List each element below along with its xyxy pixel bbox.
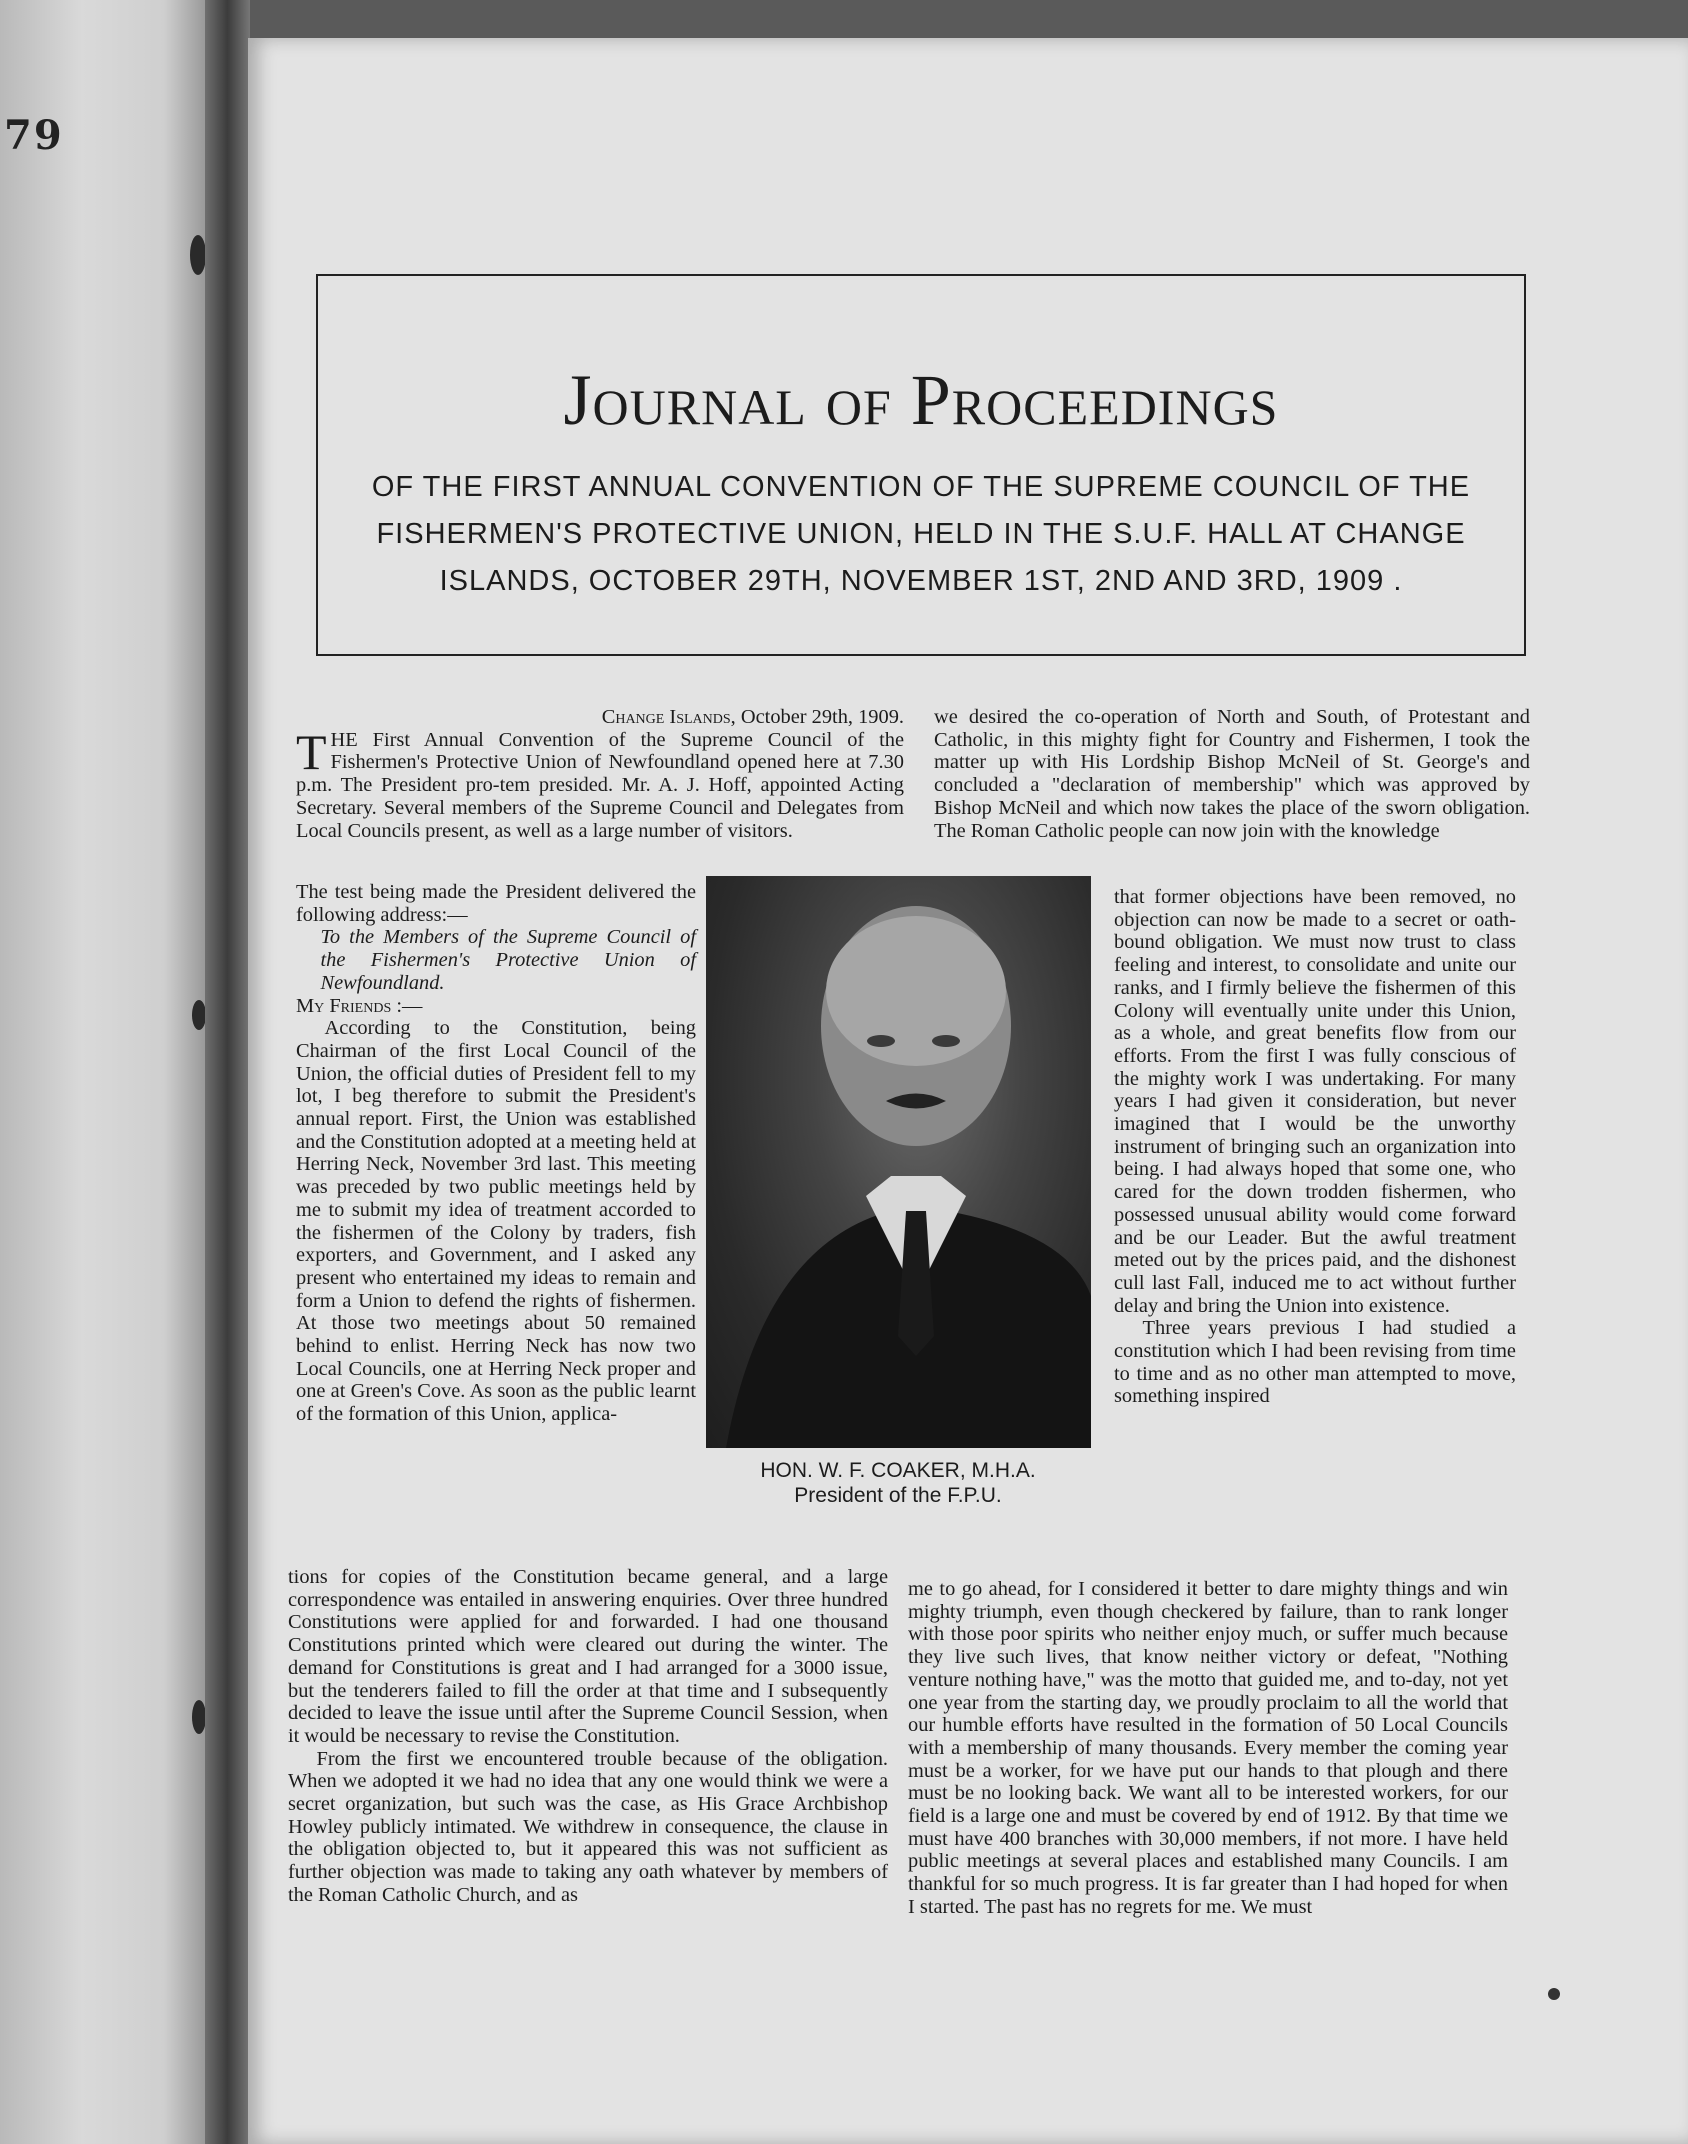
portrait-photo (706, 876, 1091, 1448)
opening-paragraph-text: HE First Annual Convention of the Supreme Council of the Fishermen's Protective Union of Newfoundland opened here at 7.30 p.m. The President pro-tem presided. Mr. A. J. Hoff, appointed Acting Secretary. Several members of the Supreme Council and Delegates from Local Councils present, as well as a large number of visitors. (296, 728, 904, 842)
caption-title: President of the F.P.U. (794, 1484, 1002, 1507)
dateline-date: October 29th, 1909. (740, 706, 904, 728)
column-left-lower (288, 1566, 888, 1907)
column-right-lower (908, 1578, 1508, 1919)
salutation: My Friends :— (296, 994, 423, 1017)
declaration-paragraph-continued: that former objections have been removed, no objection can now be made to a secret or oath-bound obligation. We must now trust to class feeling and interest, to consolidate and unite our ranks, and I firmly believe the fishermen of this Colony will eventually unite under this Union, as a whole, and great benefits flow from our efforts. From the first I was fully conscious of the mighty work I was undertaking. For many years I had given it consideration, but never imagined that I would be the unworthy instrument of bringing such an organization into being. I had always hoped that some one, who cared for the down trodden fishermen, who possessed unusual ability would come forward and be our Leader. But the awful treatment meted out by the prices paid, and the dishonest cull last Fall, induced me to act without further delay and bring the Union into existence. (1114, 886, 1516, 1317)
inspiration-paragraph: Three years previous I had studied a constitution which I had been revising from time to time and as no other man attempted to move, something inspired (1114, 1317, 1516, 1408)
page-title: Journal of Proceedings (563, 360, 1279, 440)
portrait-figure (706, 876, 1091, 1448)
column-right-narrow (1114, 886, 1516, 1408)
page-subtitle: OF THE FIRST ANNUAL CONVENTION OF THE SUPREME COUNCIL OF THE FISHERMEN'S PROTECTIVE UNION, HELD IN THE S.U.F. HALL AT CHANGE ISLANDS, OCTOBER 29TH, NOVEMBER 1ST, 2ND AND 3RD, 1909 . (371, 471, 1471, 597)
address-line: To the Members of the Supreme Council of the Fishermen's Protective Union of Newfoundland. (320, 926, 696, 994)
declaration-paragraph: we desired the co-operation of North and South, of Protestant and Catholic, in this mighty fight for Country and Fishermen, I took the matter up with His Lordship Bishop McNeil of St. George's and concluded a "declaration of membership" which was approved by Bishop McNeil and which now takes the place of the sworn obligation. The Roman Catholic people can now join with the knowledge (934, 706, 1530, 842)
journal-page (248, 38, 1688, 2144)
caption-name: HON. W. F. COAKER, M.H.A. (760, 1459, 1036, 1482)
drop-cap: T (296, 723, 327, 780)
column-left-narrow (296, 881, 696, 1426)
book-gutter (205, 0, 250, 2144)
photo-caption (678, 1458, 1118, 1508)
binding-hole-mark (190, 235, 206, 275)
obligation-paragraph: From the first we encountered trouble because of the obligation. When we adopted it we had no idea that any one would think we were a secret organization, but such was the case, as His Grace Archbishop Howley publicly intimated. We withdrew in consequence, the clause in the obligation objected to, but it appeared this was not sufficient as further objection was made to taking any oath whatever by members of the Roman Catholic Church, and as (288, 1747, 888, 1906)
constitution-paragraph-continued: tions for copies of the Constitution became general, and a large correspondence was entailed in answering enquiries. Over three hundred Constitutions were applied for and forwarded. I had one thousand Constitutions printed which were cleared out during the winter. The demand for Constitutions is great and I had arranged for a 3000 issue, but the tenderers failed to fill the order at that time and I subsequently decided to leave the issue until after the Supreme Council Session, when it would be necessary to revise the Constitution. (288, 1566, 888, 1747)
column-left (296, 706, 904, 842)
inspiration-paragraph-continued: me to go ahead, for I considered it better to dare mighty things and win mighty triumph, even though checkered by failure, than to rank longer with those poor spirits who neither enjoy much, or suffer much because they live such lives, that know neither victory or defeat, "Nothing venture nothing have," was the motto that guided me, and to-day, not yet one year from the starting day, we proudly proclaim to all the world that our humble efforts have resulted in the formation of 50 Local Councils with a membership of many thousands. Every member the coming year must be a worker, for we have put our hands to that plough and there must be no looking back. We want all to be interested workers, for our field is a large one and must be covered by end of 1912. By that time we must have 400 branches with 30,000 members, if not more. I have held public meetings at several places and established many Councils. I am thankful for so much progress. It is far greater than I had hoped for when I started. The past has no regrets for me. We must (908, 1578, 1508, 1918)
dateline (296, 706, 904, 729)
title-box (316, 274, 1526, 656)
opening-paragraph (296, 723, 904, 843)
column-right (934, 706, 1530, 842)
page-speck (1548, 1988, 1560, 2000)
intro-paragraph: The test being made the President delivered the following address:— (296, 881, 696, 926)
dateline-place: Change Islands, (601, 706, 736, 728)
previous-page-number: 79 (4, 112, 64, 159)
previous-page-edge (0, 0, 205, 2144)
constitution-paragraph: According to the Constitution, being Chairman of the first Local Council of the Union, the official duties of President fell to my lot, I beg therefore to submit the President's annual report. First, the Union was established and the Constitution adopted at a meeting held at Herring Neck, November 3rd last. This meeting was preceded by two public meetings held by me to submit my idea of treatment accorded to the fishermen of the Colony by traders, fish exporters, and Government, and I asked any present who entertained my ideas to remain and form a Union to defend the rights of fishermen. At those two meetings about 50 remained behind to enlist. Herring Neck has now two Local Councils, one at Herring Neck proper and one at Green's Cove. As soon as the public learnt of the formation of this Union, applica- (296, 1017, 696, 1426)
binding-hole-mark (192, 1000, 206, 1030)
binding-hole-mark (192, 1700, 206, 1734)
